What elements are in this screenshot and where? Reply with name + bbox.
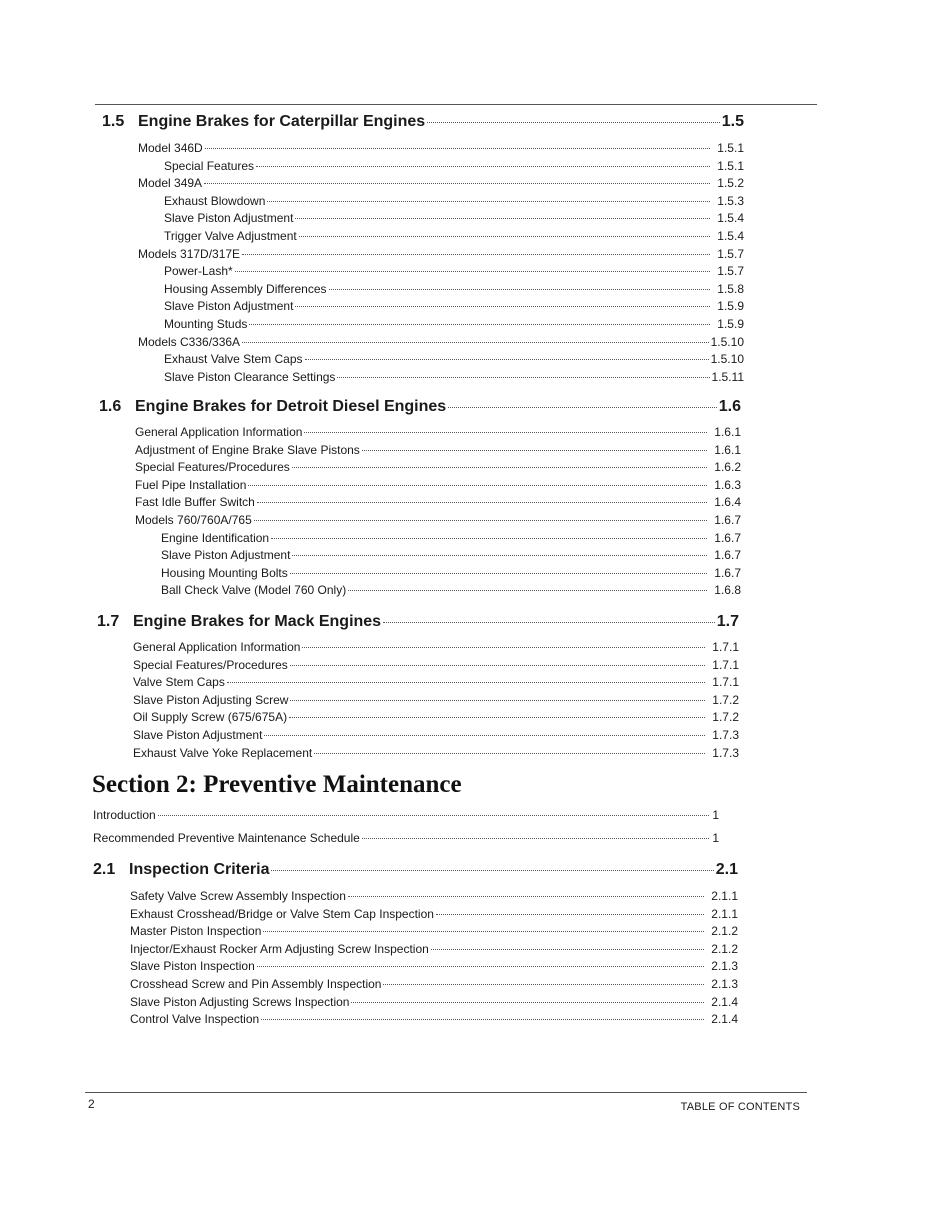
leader-dots xyxy=(329,289,710,290)
toc-entry[interactable] xyxy=(133,675,739,693)
leader-dots xyxy=(242,342,709,343)
page-ref: 1.5.9 xyxy=(717,299,744,314)
leader-dots xyxy=(248,485,707,486)
toc-entry[interactable] xyxy=(93,831,719,854)
leader-dots xyxy=(261,1019,704,1020)
page-ref: 1.6.4 xyxy=(714,495,741,510)
entry-label: Power-Lash* xyxy=(164,264,233,279)
entry-label: Safety Valve Screw Assembly Inspection xyxy=(130,889,346,903)
footer-page-number: 2 xyxy=(88,1097,95,1111)
leader-dots xyxy=(264,735,705,736)
toc-entry[interactable] xyxy=(130,1012,738,1030)
section-title: Engine Brakes for Detroit Diesel Engines xyxy=(135,398,447,415)
toc-entry[interactable] xyxy=(133,710,739,728)
toc-section-1-6 xyxy=(99,398,741,601)
page-ref: 1.5.2 xyxy=(717,176,744,191)
entry-label: Special Features/Procedures xyxy=(135,460,290,475)
page-ref: 1.6.2 xyxy=(714,460,741,475)
page-ref: 1.5.3 xyxy=(717,193,744,208)
page-ref: 1.5.7 xyxy=(717,264,744,279)
toc-entry[interactable] xyxy=(135,513,741,531)
toc-entry[interactable] xyxy=(130,977,738,995)
entry-label: Models 317D/317E xyxy=(138,246,241,261)
section-title: Engine Brakes for Mack Engines xyxy=(133,613,382,630)
toc-entry[interactable] xyxy=(135,495,741,513)
entry-label: Engine Identification xyxy=(161,530,270,545)
entry-label: Mounting Studs xyxy=(164,316,248,331)
entry-label: Slave Piston Adjusting Screws Inspection xyxy=(130,994,350,1009)
toc-entry[interactable] xyxy=(135,460,741,478)
toc-entry[interactable] xyxy=(138,247,744,265)
page-ref: 1.5.9 xyxy=(717,316,744,331)
page-ref: 1 xyxy=(712,831,719,845)
leader-dots xyxy=(263,931,704,932)
entry-label: Trigger Valve Adjustment xyxy=(164,228,297,243)
leader-dots xyxy=(448,407,717,408)
page-ref: 1.6.1 xyxy=(714,442,741,457)
page-ref: 1.7 xyxy=(716,613,739,630)
footer-running-title: TABLE OF CONTENTS xyxy=(680,1101,800,1113)
toc-entry[interactable] xyxy=(135,443,741,461)
entry-label: Valve Stem Caps xyxy=(133,675,225,690)
entry-label: Exhaust Valve Stem Caps xyxy=(164,352,303,367)
toc-entry[interactable] xyxy=(138,299,744,317)
toc-heading[interactable] xyxy=(93,861,738,887)
toc-entry[interactable] xyxy=(138,352,744,370)
leader-dots xyxy=(292,555,707,556)
entry-label: Recommended Preventive Maintenance Schedule xyxy=(93,831,360,845)
page-ref: 1.5.4 xyxy=(717,228,744,243)
leader-dots xyxy=(348,590,707,591)
leader-dots xyxy=(290,700,705,701)
page-ref: 1.6.8 xyxy=(714,583,741,598)
page-ref: 1.5.4 xyxy=(717,211,744,226)
toc-entry[interactable] xyxy=(138,211,744,229)
toc-entry[interactable] xyxy=(133,658,739,676)
leader-dots xyxy=(304,432,707,433)
entry-label: Introduction xyxy=(93,808,156,822)
page-ref: 2.1.3 xyxy=(711,976,738,991)
entry-label: General Application Information xyxy=(133,640,301,654)
page-ref: 2.1.4 xyxy=(711,1012,738,1027)
section-number: 1.5 xyxy=(102,113,125,130)
toc-entry[interactable] xyxy=(138,194,744,212)
toc-entry[interactable] xyxy=(138,317,744,335)
entry-label: Special Features/Procedures xyxy=(133,657,288,672)
toc-entry[interactable] xyxy=(138,159,744,177)
page-ref: 1.6.7 xyxy=(714,530,741,545)
page-ref: 2.1.1 xyxy=(711,889,738,903)
toc-items xyxy=(99,425,741,601)
page-ref: 1.5.10 xyxy=(710,352,744,367)
leader-dots xyxy=(271,870,713,871)
footer-rule xyxy=(85,1092,807,1093)
leader-dots xyxy=(227,682,705,683)
page-ref: 1.5.1 xyxy=(717,141,744,155)
entry-label: Crosshead Screw and Pin Assembly Inspection xyxy=(130,976,382,991)
entry-label: Slave Piston Inspection xyxy=(130,959,255,974)
toc-heading[interactable] xyxy=(102,113,744,139)
entry-label: Models 760/760A/765 xyxy=(135,512,252,527)
leader-dots xyxy=(427,122,720,123)
leader-dots xyxy=(351,1002,704,1003)
entry-label: Slave Piston Adjustment xyxy=(133,727,263,742)
toc-items xyxy=(102,141,744,387)
page-ref: 1.7.2 xyxy=(712,710,739,725)
leader-dots xyxy=(383,984,704,985)
toc-entry[interactable] xyxy=(138,229,744,247)
leader-dots xyxy=(267,201,710,202)
leader-dots xyxy=(362,838,709,839)
header-rule xyxy=(95,104,817,105)
toc-section-2-1 xyxy=(93,861,738,1030)
leader-dots xyxy=(158,815,709,816)
page-ref: 2.1.2 xyxy=(711,924,738,939)
toc-entry[interactable] xyxy=(130,995,738,1013)
toc-entry[interactable] xyxy=(133,746,739,764)
leader-dots xyxy=(314,753,705,754)
leader-dots xyxy=(271,538,707,539)
toc-entry[interactable] xyxy=(135,531,741,549)
entry-label: General Application Information xyxy=(135,425,303,439)
toc-entry[interactable] xyxy=(138,141,744,159)
toc-entry[interactable] xyxy=(135,566,741,584)
toc-entry[interactable] xyxy=(130,942,738,960)
leader-dots xyxy=(295,218,710,219)
leader-dots xyxy=(290,573,707,574)
section-number: 2.1 xyxy=(93,861,116,878)
toc-entry[interactable] xyxy=(130,924,738,942)
toc-entry[interactable] xyxy=(138,176,744,194)
section-title: Engine Brakes for Caterpillar Engines xyxy=(138,113,426,130)
toc-entry[interactable] xyxy=(135,583,741,601)
leader-dots xyxy=(242,254,710,255)
entry-label: Exhaust Blowdown xyxy=(164,193,266,208)
section-number: 1.7 xyxy=(97,613,120,630)
page-ref: 1.6.7 xyxy=(714,565,741,580)
entry-label: Housing Mounting Bolts xyxy=(161,565,288,580)
toc-section-2-intro xyxy=(93,808,719,854)
page-ref: 1.5.11 xyxy=(711,369,744,384)
leader-dots xyxy=(292,467,707,468)
entry-label: Slave Piston Adjusting Screw xyxy=(133,692,289,707)
toc-entry[interactable] xyxy=(138,264,744,282)
section-title: Inspection Criteria xyxy=(129,861,270,878)
toc-heading[interactable] xyxy=(97,613,739,639)
leader-dots xyxy=(257,966,704,967)
page-ref: 2.1.2 xyxy=(711,941,738,956)
entry-label: Slave Piston Clearance Settings xyxy=(164,369,336,384)
toc-entry[interactable] xyxy=(93,808,719,831)
leader-dots xyxy=(254,520,707,521)
toc-entry[interactable] xyxy=(133,728,739,746)
toc-section-1-5 xyxy=(102,113,744,387)
toc-entry[interactable] xyxy=(135,425,741,443)
toc-items xyxy=(93,889,738,1030)
entry-label: Ball Check Valve (Model 760 Only) xyxy=(161,583,347,598)
page-ref: 1.6 xyxy=(718,398,741,415)
leader-dots xyxy=(290,665,705,666)
toc-entry[interactable] xyxy=(133,640,739,658)
page-ref: 1.5 xyxy=(721,113,744,130)
toc-entry[interactable] xyxy=(135,478,741,496)
page-ref: 1.5.1 xyxy=(717,158,744,173)
toc-entry[interactable] xyxy=(138,282,744,300)
page-ref: 1.6.7 xyxy=(714,512,741,527)
toc-entry[interactable] xyxy=(135,548,741,566)
leader-dots xyxy=(295,306,710,307)
entry-label: Slave Piston Adjustment xyxy=(161,548,291,563)
page-ref: 1.7.3 xyxy=(712,745,739,760)
page-ref: 1.7.1 xyxy=(712,640,739,654)
entry-label: Models C336/336A xyxy=(138,334,241,349)
toc-entry[interactable] xyxy=(130,959,738,977)
page-ref: 1.6.7 xyxy=(714,548,741,563)
page-ref: 1.7.1 xyxy=(712,657,739,672)
entry-label: Slave Piston Adjustment xyxy=(164,299,294,314)
page-ref: 1.7.2 xyxy=(712,692,739,707)
toc-entry[interactable] xyxy=(138,335,744,353)
page-ref: 2.1.4 xyxy=(711,994,738,1009)
toc-entry[interactable] xyxy=(138,370,744,388)
toc-heading[interactable] xyxy=(99,398,741,424)
section-number: 1.6 xyxy=(99,398,122,415)
leader-dots xyxy=(249,324,710,325)
page-ref: 1.7.1 xyxy=(712,675,739,690)
page-ref: 1.6.3 xyxy=(714,477,741,492)
leader-dots xyxy=(348,896,704,897)
toc-entry[interactable] xyxy=(130,907,738,925)
leader-dots xyxy=(289,717,705,718)
toc-entry[interactable] xyxy=(130,889,738,907)
entry-label: Adjustment of Engine Brake Slave Pistons xyxy=(135,442,360,457)
leader-dots xyxy=(436,914,704,915)
section-2-title: Section 2: Preventive Maintenance xyxy=(92,771,462,798)
entry-label: Model 349A xyxy=(138,176,203,191)
leader-dots xyxy=(256,166,710,167)
entry-label: Slave Piston Adjustment xyxy=(164,211,294,226)
toc-items xyxy=(97,640,739,763)
leader-dots xyxy=(235,271,710,272)
entry-label: Exhaust Valve Yoke Replacement xyxy=(133,745,313,760)
entry-label: Fuel Pipe Installation xyxy=(135,477,247,492)
page-ref: 1.5.10 xyxy=(710,334,744,349)
entry-label: Injector/Exhaust Rocker Arm Adjusting Screw Inspection xyxy=(130,941,429,956)
leader-dots xyxy=(305,359,709,360)
entry-label: Model 346D xyxy=(138,141,203,155)
entry-label: Control Valve Inspection xyxy=(130,1012,260,1027)
page-ref: 2.1.3 xyxy=(711,959,738,974)
entry-label: Exhaust Crosshead/Bridge or Valve Stem Cap Inspection xyxy=(130,906,434,921)
page-ref: 1.6.1 xyxy=(714,425,741,439)
entry-label: Housing Assembly Differences xyxy=(164,281,327,296)
leader-dots xyxy=(431,949,704,950)
page-ref: 1 xyxy=(712,808,719,822)
page-ref: 1.7.3 xyxy=(712,727,739,742)
page-ref: 1.5.8 xyxy=(717,281,744,296)
page-ref: 1.5.7 xyxy=(717,246,744,261)
toc-entry[interactable] xyxy=(133,693,739,711)
entry-label: Master Piston Inspection xyxy=(130,924,262,939)
leader-dots xyxy=(337,377,709,378)
leader-dots xyxy=(299,236,710,237)
leader-dots xyxy=(204,183,710,184)
leader-dots xyxy=(383,622,715,623)
entry-label: Fast Idle Buffer Switch xyxy=(135,495,255,510)
leader-dots xyxy=(362,450,707,451)
page-ref: 2.1 xyxy=(715,861,738,878)
page-ref: 2.1.1 xyxy=(711,906,738,921)
entry-label: Special Features xyxy=(164,158,255,173)
entry-label: Oil Supply Screw (675/675A) xyxy=(133,710,288,725)
leader-dots xyxy=(257,502,707,503)
leader-dots xyxy=(302,647,705,648)
leader-dots xyxy=(205,148,710,149)
toc-section-1-7 xyxy=(97,613,739,763)
